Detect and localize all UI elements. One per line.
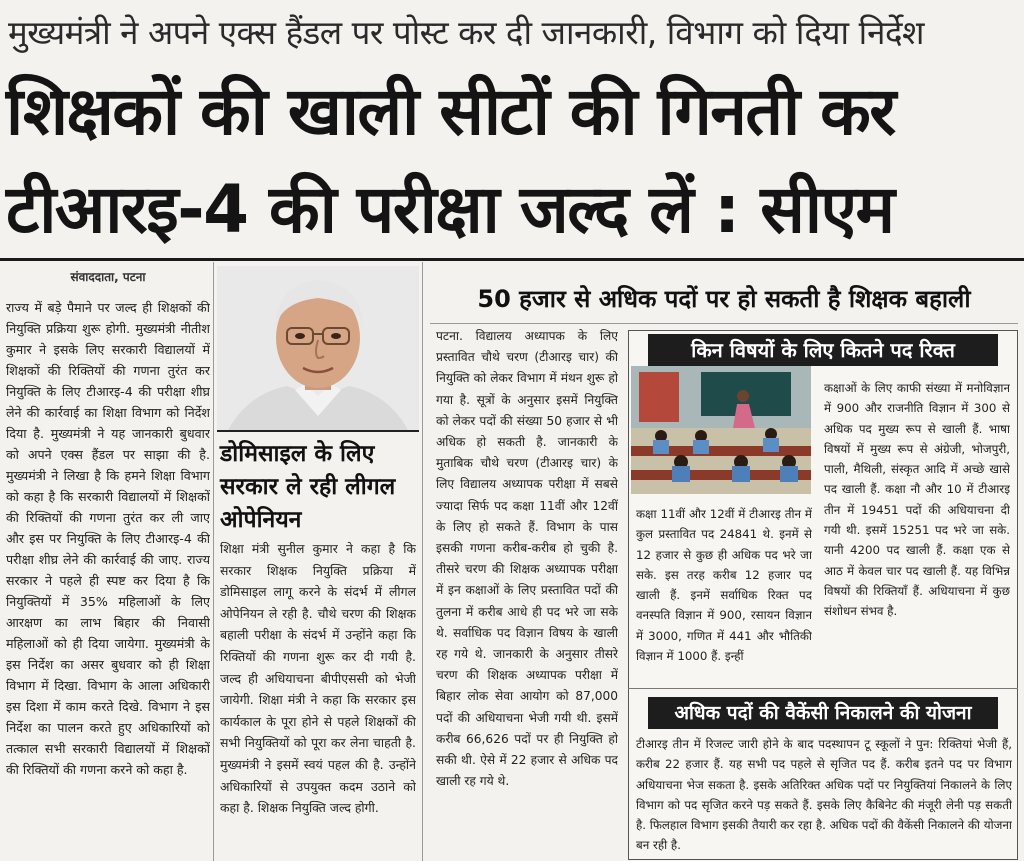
vacancy-plan-title: अधिक पदों की वैकेंसी निकालने की योजना [648,697,998,729]
column-divider [213,262,214,861]
vacancy-box-text-right: कक्षाओं के लिए काफी संख्या में मनोविज्ञान में 900 और राजनीति विज्ञान में 300 से अधिक पद मुख्य रूप से खाली हैं. भाषा विषयों में मुख्य रूप से अंग्रेजी, भोजपुरी, पाली, मैथिली, संस्कृत आदि में अच्छे खासे पद खाली हैं. कक्षा नौ और 10 में टीआरइ तीन में 19451 पदों की अधियाचना दी गयी थी. इसमें 15251 पद भरे जा सके. यानी 4200 पद खाली हैं. कक्षा एक से आठ में केवल चार पद खाली हैं. यह विभिन्न विषयों की रिक्तियाँ हैं. अधियाचना में कुछ संशोधन संभव है. [824,381,1010,619]
byline: संवाददाता, पटना [70,270,146,284]
column-1-body: राज्य में बड़े पैमाने पर जल्द ही शिक्षकों की नियुक्ति प्रक्रिया शुरू होगी. मुख्यमंत्री नीतीश कुमार ने इसके लिए सरकारी विद्यालयों में शिक्षकों की रिक्तियों की गणना तुरंत कर नियुक्ति के लिए टीआरइ-4 की परीक्षा शीघ्र लेने की कार्रवाई का शिक्षा विभाग को निर्देश दिया है. मुख्यमंत्री ने यह जानकारी बुधवार को अपने एक्स हैंडल पर साझा की है. मुख्यमंत्री ने लिखा है कि हमने शिक्षा विभाग को कहा है कि सरकारी विद्यालयों में शिक्षकों की रिक्तियों की गणना तुरंत कर ली जाए और इस पर नियुक्ति के लिए टीआरइ-4 की परीक्षा शीघ्र लेने की कार्रवाई की जाए. राज्य सरकार ने पहले ही स्पष्ट कर दिया है कि नियुक्तियों में 35% महिलाओं के लिए आरक्षण का लाभ बिहार की निवासी महिलाओं को ही दिया जायेगा. मुख्यमंत्री के इस निर्देश का असर बुधवार को ही शिक्षा विभाग में दिखा. विभाग के आला अधिकारी इस दिशा में काम करते दिखे. विभाग ने इस निर्देश का पालन करते हुए अधिकारियों को तत्काल सभी सरकारी विद्यालयों में शिक्षकों की रिक्तियों की गणना करने को कहा है. [6,300,210,777]
headline-rule [0,258,1024,261]
column-divider [422,262,423,861]
column-1 [6,262,210,861]
chief-minister-photo [217,266,419,432]
box-divider [628,688,1018,689]
column-3-body: पटना. विद्यालय अध्यापक के लिए प्रस्तावित चौथे चरण (टीआरइ चार) की नियुक्ति को लेकर विभाग में मंथन शुरू हो गया है. सूत्रों के अनुसार इसमें नियुक्ति को लेकर पदों की संख्या 50 हजार से भी अधिक हो सकती है. जानकारी के मुताबिक चौथे चरण (टीआरइ चार) के लिए विद्यालय अध्यापक परीक्षा में सबसे ज्यादा सिर्फ पद कक्षा 11वीं और 12वीं के लिए हो सकते हैं. विभाग के पास इसकी गणना करीब-करीब हो चुकी है. तीसरे चरण की शिक्षक अध्यापक परीक्षा में इन कक्षाओं के लिए प्रस्तावित पदों की तुलना में करीब आधे ही पद भरे जा सके थे. सर्वाधिक पद विज्ञान विषय के खाली रह गये थे. जानकारी के अनुसार तीसरे चरण की शिक्षक अध्यापक परीक्षा में बिहार लोक सेवा आयोग को 87,000 पदों की अधियाचना भेजी गयी थी. इसमें करीब 66,626 पदों पर ही नियुक्ति हो सकी थी. ऐसे में 22 हजार से अधिक पद खाली रह गये थे. [436,329,618,789]
classroom-photo [631,366,811,494]
portrait-image [217,266,419,432]
kicker-headline: मुख्यमंत्री ने अपने एक्स हैंडल पर पोस्ट कर दी जानकारी, विभाग को दिया निर्देश [8,13,924,52]
vacancy-box-title: किन विषयों के लिए कितने पद रिक्त [648,334,998,366]
main-headline-line-1: शिक्षकों की खाली सीटों की गिनती कर [6,73,895,150]
sub-headline: 50 हजार से अधिक पदों पर हो सकती है शिक्षक बहाली [430,274,1018,324]
vacancy-plan-body: टीआरइ तीन में रिजल्ट जारी होने के बाद पदस्थापन टू स्कूलों ने पुन: रिक्तियां भेजी हैं, करीब 22 हजार हैं. यह सभी पद पहले से सृजित पद हैं. करीब इतने पद पर विभाग अधियाचना भेज सकता है. इसके अतिरिक्त अधिक पदों पर नियुक्तियां निकालने के लिए विभाग को पद सृजित करने पड़ सकते हैं. इसके लिए कैबिनेट की मंजूरी लेनी पड़ सकती है. फिलहाल विभाग इसकी तैयारी कर रहा है. अधिक पदों की वैकेंसी निकालने की योजना बन रही है. [636,737,1012,853]
classroom-image [631,366,811,494]
main-headline-line-2: टीआरइ-4 की परीक्षा जल्द लें : सीएम [6,171,894,248]
column-2-body: शिक्षा मंत्री सुनील कुमार ने कहा है कि सरकार शिक्षक नियुक्ति प्रक्रिया में डोमिसाइल लागू करने के संदर्भ में लीगल ओपेनियन ले रही है. चौथे चरण की शिक्षक बहाली परीक्षा के संदर्भ में उन्होंने कहा कि रिक्तियों की गणना शुरू कर दी गयी है. जल्द ही अधियाचना बीपीएससी को भेजी जायेगी. शिक्षा मंत्री ने कहा कि सरकार इस कार्यकाल के पूरा होने से पहले शिक्षकों की सभी नियुक्तियों को पूरा कर लेना चाहती है. मुख्यमंत्री ने इसमें स्वयं पहल की है. उन्होंने अधिकारियों से उपयुक्त कदम उठाने को कहा है. शिक्षक नियुक्ति जल्द होगी. [220,541,416,816]
column-2-heading: डोमिसाइल के लिए सरकार ले रही लीगल ओपेनियन [220,441,396,533]
vacancy-box-text-left: कक्षा 11वीं और 12वीं में टीआरइ तीन में कुल प्रस्तावित पद 24841 थे. इनमें से 12 हजार से कुछ ही अधिक पद भरे जा सके. इस तरह करीब 12 हजार पद खाली हैं. इनमें सर्वाधिक रिक्त पद वनस्पति विज्ञान में 900, रसायन विज्ञान में 3000, गणित में 441 और भौतिकी विज्ञान में 1000 हैं. इन्हीं [636,507,812,664]
